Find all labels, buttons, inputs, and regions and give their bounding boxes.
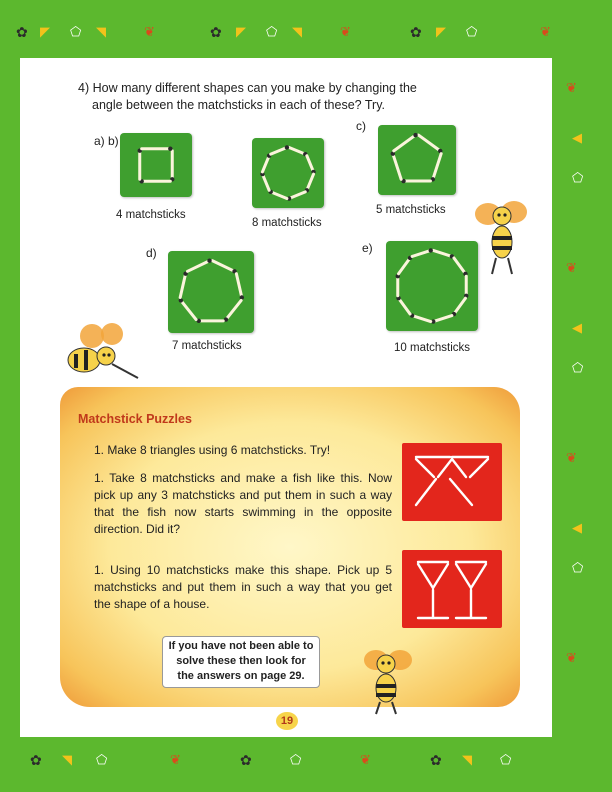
note-line-2: solve these then look for: [176, 655, 306, 667]
matchstick: [394, 135, 416, 151]
caption-7-matchsticks: 7 matchsticks: [172, 340, 242, 352]
matchstick: [271, 147, 287, 154]
leaf-icon: ❦: [540, 24, 551, 39]
triangle-icon: ◤: [436, 24, 446, 39]
bee-illustration-right: [474, 196, 530, 280]
page-border: [0, 0, 612, 58]
leaf-icon: ❦: [566, 260, 577, 275]
matchstick: [289, 147, 305, 154]
matchstick-shape: [168, 251, 254, 333]
matchstick: [236, 274, 241, 298]
caption-4-matchsticks: 4 matchsticks: [116, 209, 186, 221]
matchstick: [271, 192, 287, 199]
pentagon-icon: ⬠: [572, 360, 584, 375]
matchstick-head: [413, 133, 417, 137]
matchstick: [433, 316, 452, 322]
matchstick-figure-decagon: [386, 241, 478, 331]
leaf-icon: ❦: [144, 24, 155, 39]
glasses-puzzle-figure: [402, 550, 502, 628]
matchstick: [262, 156, 269, 172]
puzzles-title: Matchstick Puzzles: [78, 412, 192, 426]
triangle-icon: ◥: [292, 24, 302, 39]
matchstick-head: [240, 295, 244, 299]
question-line-2: angle between the matchsticks in each of these? Try.: [92, 98, 385, 112]
matchstick: [412, 250, 431, 256]
triangle-icon: ◤: [40, 24, 50, 39]
figure-label-d: d): [146, 246, 157, 260]
matchstick: [187, 261, 209, 272]
matchstick: [454, 298, 466, 314]
matchstick: [180, 274, 185, 298]
matchstick-figure-pentagon: [378, 125, 456, 195]
bird-icon: ✿: [240, 752, 252, 768]
matchstick: [399, 298, 411, 314]
matchstick: [418, 135, 440, 151]
pentagon-icon: ⬠: [466, 24, 478, 39]
fish-puzzle-figure: [402, 443, 502, 521]
pentagon-icon: ⬠: [266, 24, 278, 39]
matchstick-figure-heptagon: [168, 251, 254, 333]
matchstick: [213, 261, 235, 272]
pentagon-icon: ⬠: [572, 170, 584, 185]
puzzle-2-text: 1. Take 8 matchsticks and make a fish like this. Now pick up any 3 matchsticks and put them in such a way that the fish now starts swimming in the opposite direction. Did it?: [94, 471, 392, 536]
figure-label-c: c): [356, 119, 366, 133]
caption-8-matchsticks: 8 matchsticks: [252, 217, 322, 229]
matchstick: [307, 156, 314, 172]
matchstick-figure-square: [120, 133, 192, 197]
figure-label-a-b: a) b): [94, 134, 119, 148]
bird-icon: ✿: [30, 752, 42, 768]
note-line-3: the answers on page 29.: [177, 670, 305, 682]
bee-illustration-left: [62, 320, 142, 390]
triangle-icon: ◤: [236, 24, 246, 39]
matchstick: [181, 300, 196, 319]
note-line-1: If you have not been able to: [168, 640, 314, 652]
matchstick-head: [429, 248, 433, 252]
leaf-icon: ❦: [566, 80, 577, 95]
pentagon-icon: ⬠: [290, 752, 302, 767]
pentagon-icon: ⬠: [572, 560, 584, 575]
triangle-icon: ◀: [572, 320, 582, 335]
matchstick-shape: [252, 138, 324, 208]
matchstick: [412, 316, 431, 322]
bird-icon: ✿: [430, 752, 442, 768]
triangle-icon: ◥: [62, 752, 72, 767]
leaf-icon: ❦: [360, 752, 371, 767]
matchstick: [393, 154, 401, 180]
matchstick: [433, 250, 452, 256]
matchstick-head: [207, 259, 211, 263]
matchstick-head: [168, 147, 172, 151]
bird-icon: ✿: [210, 24, 222, 40]
triangle-icon: ◥: [462, 752, 472, 767]
leaf-icon: ❦: [340, 24, 351, 39]
triangle-icon: ◀: [572, 130, 582, 145]
pentagon-icon: ⬠: [70, 24, 82, 39]
matchstick: [307, 174, 314, 190]
leaf-icon: ❦: [170, 752, 181, 767]
matchstick-shape: [386, 241, 478, 331]
matchstick: [433, 154, 441, 180]
glasses-matchsticks: [402, 550, 502, 628]
figure-label-e: e): [362, 241, 373, 255]
fish-matchsticks: [402, 443, 502, 521]
caption-10-matchsticks: 10 matchsticks: [394, 342, 471, 354]
pentagon-icon: ⬠: [96, 752, 108, 767]
matchstick: [262, 174, 269, 190]
matchstick-head: [179, 298, 183, 302]
matchstick-shape: [378, 125, 456, 195]
page-number: 19: [276, 712, 298, 730]
leaf-icon: ❦: [566, 650, 577, 665]
question-text: [78, 80, 498, 114]
matchstick-figure-octagon: [252, 138, 324, 208]
matchstick: [289, 192, 305, 199]
triangle-icon: ◥: [96, 24, 106, 39]
bee-illustration-bottom: [356, 646, 416, 718]
question-line-1: 4) How many different shapes can you make by changing the: [78, 81, 417, 95]
bird-icon: ✿: [16, 24, 28, 40]
matchstick-shape: [120, 133, 192, 197]
matchstick: [226, 300, 241, 319]
puzzle-1-text: 1. Make 8 triangles using 6 matchsticks. Try!: [94, 443, 331, 457]
matchstick-head: [285, 145, 289, 149]
pentagon-icon: ⬠: [500, 752, 512, 767]
matchstick: [454, 258, 466, 274]
leaf-icon: ❦: [566, 450, 577, 465]
triangle-icon: ◀: [572, 520, 582, 535]
caption-5-matchsticks: 5 matchsticks: [376, 204, 446, 216]
answer-hint-note: [162, 636, 320, 688]
bird-icon: ✿: [410, 24, 422, 40]
matchstick: [399, 258, 411, 274]
puzzle-3-text: 1. Using 10 matchsticks make this shape. Pick up 5 matchsticks and put them in such a way that you get the shape of a house.: [94, 563, 392, 611]
